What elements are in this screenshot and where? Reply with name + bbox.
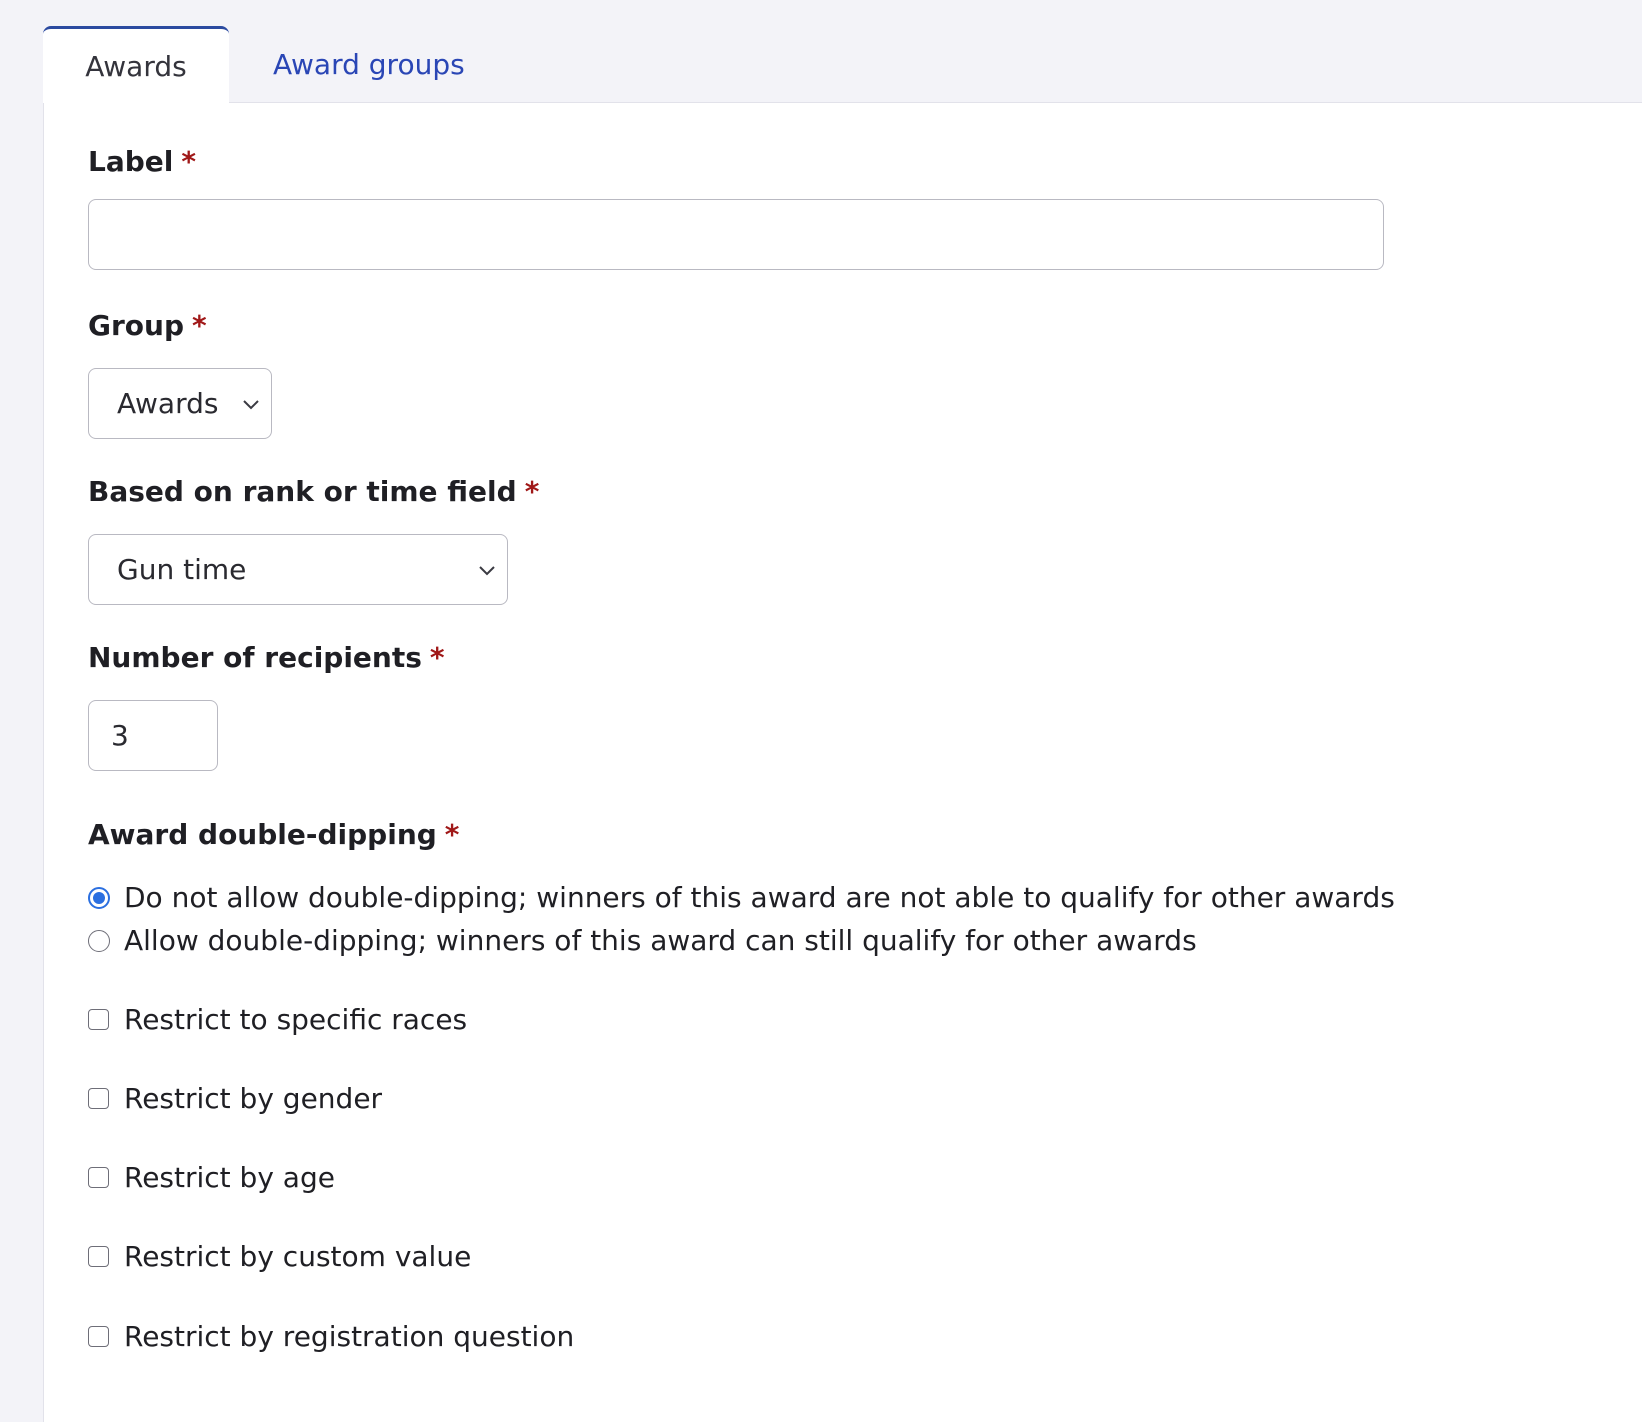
group-field-label (88, 309, 207, 342)
label-field-label (88, 145, 196, 178)
double-dipping-field-label (88, 818, 459, 851)
rank-field-label (88, 475, 539, 508)
restrict-gender-option[interactable] (88, 1082, 382, 1115)
double-dipping-option-disallow[interactable] (88, 881, 1395, 914)
rank-field-select-value: Gun time (117, 553, 247, 586)
group-select[interactable] (88, 368, 272, 439)
restrict-age-option[interactable] (88, 1161, 335, 1194)
restrict-custom-value-label: Restrict by custom value (124, 1240, 472, 1273)
checkbox[interactable] (88, 1246, 109, 1267)
rank-field-text: Based on rank or time field (88, 475, 517, 508)
tab-bar (43, 26, 507, 103)
award-form-panel (43, 102, 1642, 1422)
radio-button[interactable] (88, 930, 110, 952)
chevron-down-icon (241, 397, 261, 411)
restrict-registration-question-label: Restrict by registration question (124, 1320, 575, 1353)
label-field-text: Label (88, 145, 174, 178)
recipients-input[interactable] (88, 700, 218, 771)
tab-awards[interactable]: Awards (43, 26, 229, 103)
restrict-races-option[interactable] (88, 1003, 467, 1036)
group-select-value: Awards (117, 387, 219, 420)
restrict-registration-question-option[interactable] (88, 1320, 574, 1353)
rank-field-select[interactable] (88, 534, 508, 605)
recipients-field-label (88, 641, 445, 674)
label-input[interactable] (88, 199, 1384, 270)
radio-button-checked[interactable] (88, 887, 110, 909)
required-marker: * (444, 818, 460, 851)
checkbox[interactable] (88, 1326, 109, 1347)
checkbox[interactable] (88, 1167, 109, 1188)
required-marker: * (524, 475, 540, 508)
tab-award-groups[interactable]: Award groups (273, 48, 465, 81)
chevron-down-icon (477, 563, 497, 577)
restrict-age-label: Restrict by age (124, 1161, 335, 1194)
checkbox[interactable] (88, 1009, 109, 1030)
checkbox[interactable] (88, 1088, 109, 1109)
required-marker: * (429, 641, 445, 674)
double-dipping-option-label: Allow double-dipping; winners of this award can still qualify for other awards (124, 924, 1197, 957)
restrict-gender-label: Restrict by gender (124, 1082, 383, 1115)
restrict-custom-value-option[interactable] (88, 1240, 471, 1273)
double-dipping-option-label: Do not allow double-dipping; winners of this award are not able to qualify for other awards (124, 881, 1395, 914)
group-field-text: Group (88, 309, 185, 342)
required-marker: * (192, 309, 207, 342)
recipients-field-text: Number of recipients (88, 641, 422, 674)
double-dipping-option-allow[interactable] (88, 924, 1197, 957)
required-marker: * (181, 145, 197, 178)
restrict-races-label: Restrict to specific races (124, 1003, 468, 1036)
double-dipping-field-text: Award double-dipping (88, 818, 437, 851)
